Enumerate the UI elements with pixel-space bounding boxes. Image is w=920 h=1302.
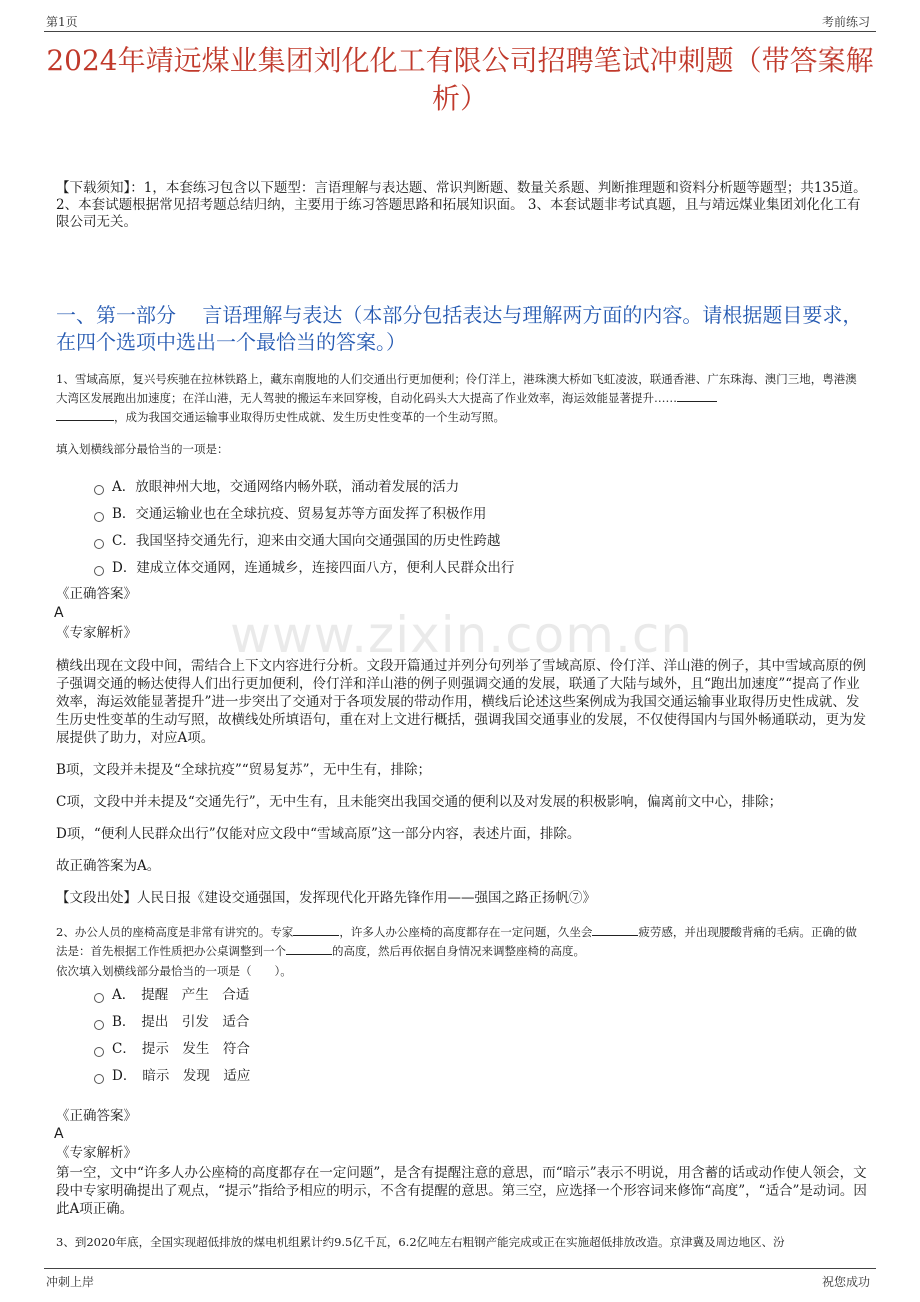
option-text: 放眼神州大地，交通网络内畅外联，涌动着发展的活力 <box>135 479 460 495</box>
question-1-prompt: 填入划横线部分最恰当的一项是： <box>56 442 229 456</box>
radio-icon[interactable] <box>94 1047 104 1057</box>
option-text: 暗示 发现 适应 <box>142 1068 251 1084</box>
question-1-stem <box>56 370 868 427</box>
option-label: C． <box>112 533 136 549</box>
radio-icon[interactable] <box>94 993 104 1003</box>
page-number: 第1页 <box>46 15 78 29</box>
watermark: www.zixin.com.cn <box>230 606 694 664</box>
option-2a[interactable] <box>94 986 249 1004</box>
analysis-1-c: C项，文段中并未提及“交通先行”，无中生有，且未能突出我国交通的便利以及对发展的积极影响，偏离前文中心，排除； <box>56 794 783 810</box>
radio-icon[interactable] <box>94 566 104 576</box>
radio-icon[interactable] <box>94 1074 104 1084</box>
option-label: D． <box>112 560 137 576</box>
question-2-text: ，许多人办公座椅的高度都存在一定问题，久坐会 <box>339 925 593 939</box>
answer-label-1: 《正确答案》 <box>56 586 137 602</box>
radio-icon[interactable] <box>94 539 104 549</box>
question-1-text: 1、雪域高原，复兴号疾驰在拉林铁路上，藏东南腹地的人们交通出行更加便利；伶仃洋上，港珠澳大桥如飞虹凌波，联通香港、广东珠海、澳门三地，粤港澳大湾区发展跑出加速度；在洋山港，无人驾驶的搬运车来回穿梭，自动化码头大大提高了作业效率，海运效能显著提升…… <box>56 372 857 405</box>
answer-2: A <box>54 1126 64 1142</box>
fill-blank <box>286 942 332 955</box>
option-text: 提出 引发 适合 <box>141 1014 250 1030</box>
question-2-text: 疲劳感，并出现腰酸背痛的毛病。正确的做法是：首先根据工作性质把办公桌调整到一个 <box>56 925 857 958</box>
analysis-2: 第一空，文中“许多人办公座椅的高度都存在一定问题”，是含有提醒注意的意思，而“暗示”表示不明说，用含蓄的话或动作使人领会，文段中专家明确提出了观点，“提示”指给予相应的明示，不含有提醒的意思。第三空，应选择一个形容词来修饰“高度”，“适合”是动词。因此A项正确。 <box>56 1165 867 1217</box>
analysis-1-b: B项，文段并未提及“全球抗疫”“贸易复苏”，无中生有，排除； <box>56 762 432 778</box>
footer-right-label: 祝您成功 <box>822 1275 871 1289</box>
analysis-1: 横线出现在文段中间，需结合上下文内容进行分析。文段开篇通过并列分句列举了雪域高原、伶仃洋、洋山港的例子，其中雪域高原的例子强调交通的畅达使得人们出行更加便利，伶仃洋和洋山港的例子则强调交通的发展，联通了大陆与域外，且“跑出加速度”“提高了作业效率，海运效能显著提升”进一步突出了交通对于各项发展的带动作用，横线后论述这些案例成为我国交通运输事业取得历史性成就、发生历史性变革的生动写照，故横线处所填语句，重在对上文进行概括，强调我国交通事业的发展，不仅使得国内与国外畅通联动，更为发展提供了助力，对应A项。 <box>56 658 866 746</box>
fill-blank <box>677 389 717 402</box>
header-divider <box>44 31 876 32</box>
option-2d[interactable] <box>94 1067 250 1085</box>
download-notice: 【下载须知】：1，本套练习包含以下题型：言语理解与表达题、常识判断题、数量关系题、判断推理题和资料分析题等题型；共135道。 2、本套试题根据常见招考题总结归纳，主要用于练习答题思路和拓展知识面。 3、本套试题非考试真题，且与靖远煤业集团刘化化工有限公司无关。 <box>56 180 867 230</box>
option-1b[interactable] <box>94 505 486 523</box>
fill-blank <box>592 923 638 936</box>
question-3-stem: 3、到2020年底，全国实现超低排放的煤电机组累计约9.5亿千瓦，6.2亿吨左右粗钢产能完成或正在实施超低排放改造。京津冀及周边地区、汾 <box>56 1235 785 1249</box>
option-text: 提示 发生 符合 <box>141 1041 250 1057</box>
fill-blank <box>293 923 339 936</box>
option-label: C． <box>112 1041 136 1057</box>
question-1-tail: ，成为我国交通运输事业取得历史性成就、发生历史性变革的一个生动写照。 <box>114 410 505 424</box>
option-label: A． <box>112 987 136 1003</box>
option-text: 建成立体交通网，连通城乡，连接四面八方，便利人民群众出行 <box>136 560 515 576</box>
option-1a[interactable] <box>94 478 459 496</box>
header-right-label: 考前练习 <box>822 15 871 29</box>
analysis-label-2: 《专家解析》 <box>56 1145 137 1161</box>
section-heading: 一、第一部分 言语理解与表达（本部分包括表达与理解两方面的内容。请根据题目要求，在四个选项中选出一个最恰当的答案。） <box>56 303 863 354</box>
option-1d[interactable] <box>94 559 514 577</box>
option-text: 我国坚持交通先行，迎来由交通大国向交通强国的历史性跨越 <box>135 533 501 549</box>
fill-blank <box>56 408 114 421</box>
option-2b[interactable] <box>94 1013 249 1031</box>
conclusion-1: 故正确答案为A。 <box>56 858 161 874</box>
answer-label-2: 《正确答案》 <box>56 1108 137 1124</box>
radio-icon[interactable] <box>94 485 104 495</box>
option-label: B． <box>112 506 136 522</box>
option-label: A． <box>112 479 136 495</box>
analysis-label-1: 《专家解析》 <box>56 625 137 641</box>
option-2c[interactable] <box>94 1040 250 1058</box>
question-2-text: 的高度，然后再依据自身情况来调整座椅的高度。 <box>332 944 585 958</box>
question-2-stem <box>56 923 868 961</box>
option-1c[interactable] <box>94 532 500 550</box>
option-label: D． <box>112 1068 137 1084</box>
option-text: 交通运输业也在全球抗疫、贸易复苏等方面发挥了积极作用 <box>135 506 487 522</box>
question-2-text: 2、办公人员的座椅高度是非常有讲究的。专家 <box>56 925 294 939</box>
radio-icon[interactable] <box>94 512 104 522</box>
analysis-1-d: D项，“便利人民群众出行”仅能对应文段中“雪域高原”这一部分内容，表述片面，排除。 <box>56 826 581 842</box>
source-1: 【文段出处】人民日报《建设交通强国，发挥现代化开路先锋作用——强国之路正扬帆⑦》 <box>56 890 596 906</box>
option-label: B． <box>112 1014 136 1030</box>
document-title: 2024年靖远煤业集团刘化化工有限公司招聘笔试冲刺题（带答案解析） <box>46 44 874 115</box>
question-2-prompt: 依次填入划横线部分最恰当的一项是（ ）。 <box>56 964 292 978</box>
option-text: 提醒 产生 合适 <box>141 987 250 1003</box>
answer-1: A <box>54 605 64 621</box>
radio-icon[interactable] <box>94 1020 104 1030</box>
footer-left-label: 冲刺上岸 <box>46 1275 95 1289</box>
footer-divider <box>44 1268 876 1269</box>
